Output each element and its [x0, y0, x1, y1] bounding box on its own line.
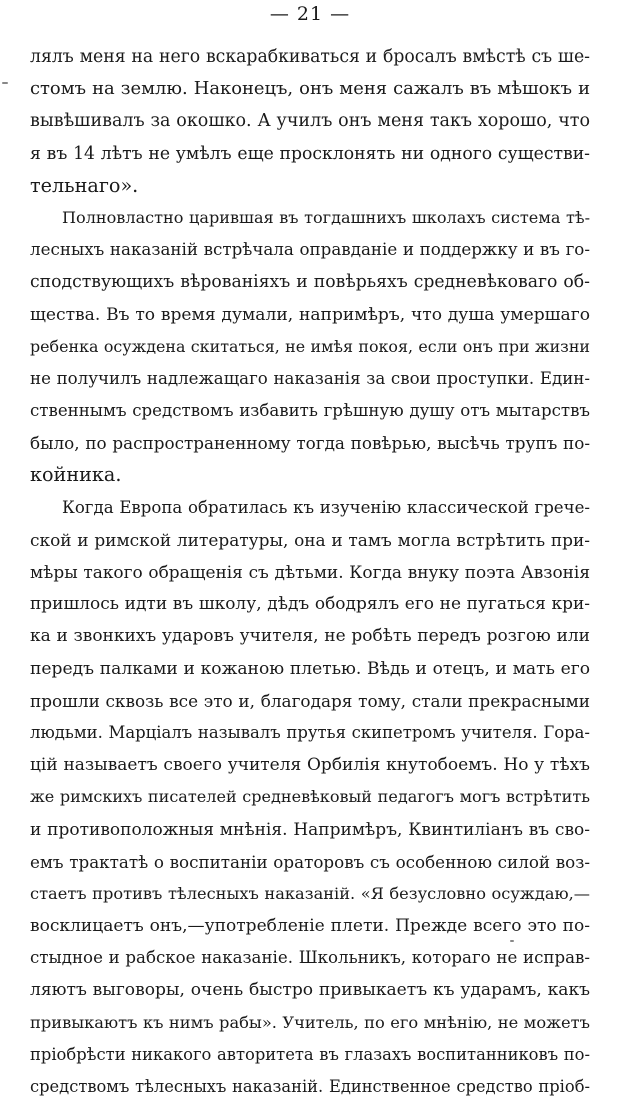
text-line: прошли сквозь все это и, благодаря тому, стали прекрасными — [30, 690, 590, 711]
text-line: Когда Европа обратилась къ изученію классической грече- — [62, 497, 590, 517]
body-text — [30, 41, 590, 1103]
margin-mark — [510, 940, 514, 942]
text-line: стомъ на землю. Наконецъ, онъ меня сажалъ въ мѣшокъ и — [30, 78, 590, 100]
text-line: средствомъ тѣлесныхъ наказаній. Единственное средство пріоб- — [30, 1077, 590, 1096]
text-line: и противоположныя мнѣнія. Напримѣръ, Квинтиліанъ въ сво- — [30, 819, 590, 840]
text-line: ской и римской литературы, она и тамъ могла встрѣтить при- — [30, 529, 590, 550]
text-line: тельнаго». — [30, 173, 139, 197]
text-line: цій называетъ своего учителя Орбилія кнутобоемъ. Но у тѣхъ — [30, 755, 590, 776]
text-line: щества. Въ то время думали, напримѣръ, что душа умершаго — [30, 304, 590, 325]
text-line: людьми. Марціалъ называлъ прутья скипетромъ учителя. Гора- — [30, 722, 590, 742]
text-line: пришлось идти въ школу, дѣдъ ободрялъ его не пугаться кри- — [30, 594, 590, 615]
text-line: передъ палками и кожаною плетью. Вѣдь и отецъ, и мать его — [30, 658, 590, 679]
margin-mark — [2, 82, 8, 84]
text-line: я въ 14 лѣтъ не умѣлъ еще просклонять ни одного существи- — [30, 143, 590, 164]
text-line: ляютъ выговоры, очень быстро привыкаетъ къ ударамъ, какъ — [30, 980, 590, 1001]
text-line: койника. — [30, 463, 122, 487]
text-line: стаетъ противъ тѣлесныхъ наказаній. «Я безусловно осуждаю,— — [30, 883, 590, 903]
text-line: ребенка осуждена скитаться, не имѣя покоя, если онъ при жизни — [30, 336, 590, 356]
text-line: привыкаютъ къ нимъ рабы». Учитель, по его мнѣнію, не можетъ — [30, 1012, 590, 1032]
text-line: ственнымъ средствомъ избавить грѣшную душу отъ мытарствъ — [30, 401, 590, 421]
text-line: было, по распространенному тогда повѣрью, высѣчь трупъ по- — [30, 433, 590, 454]
text-line: сподствующихъ вѣрованіяхъ и повѣрьяхъ средневѣковаго об- — [30, 272, 590, 293]
text-line: Полновластно царившая въ тогдашнихъ школахъ система тѣ- — [62, 207, 590, 227]
text-line: стыдное и рабское наказаніе. Школьникъ, котораго не исправ- — [30, 948, 590, 968]
text-line: мѣры такого обращенія съ дѣтьми. Когда внуку поэта Авзонія — [30, 562, 590, 582]
text-line: же римскихъ писателей средневѣковый педагогъ могъ встрѣтить — [30, 787, 590, 807]
text-line: восклицаетъ онъ,—употребленіе плети. Прежде всего это по- — [30, 916, 590, 937]
text-line: ка и звонкихъ ударовъ учителя, не робѣть передъ розгою или — [30, 626, 590, 647]
text-line: лялъ меня на него вскарабкиваться и бросалъ вмѣстѣ съ ше- — [30, 47, 590, 67]
text-line: лесныхъ наказаній встрѣчала оправданіе и поддержку и въ го- — [30, 240, 590, 260]
text-line: не получилъ надлежащаго наказанія за свои проступки. Един- — [30, 368, 590, 388]
text-line: пріобрѣсти никакого авторитета въ глазахъ воспитанниковъ по- — [30, 1044, 590, 1064]
text-line: емъ трактатѣ о воспитаніи ораторовъ съ особенною силой воз- — [30, 851, 590, 872]
text-line: вывѣшивалъ за окошко. А училъ онъ меня такъ хорошо, что — [30, 111, 590, 132]
page-number: — 21 — — [269, 3, 351, 25]
